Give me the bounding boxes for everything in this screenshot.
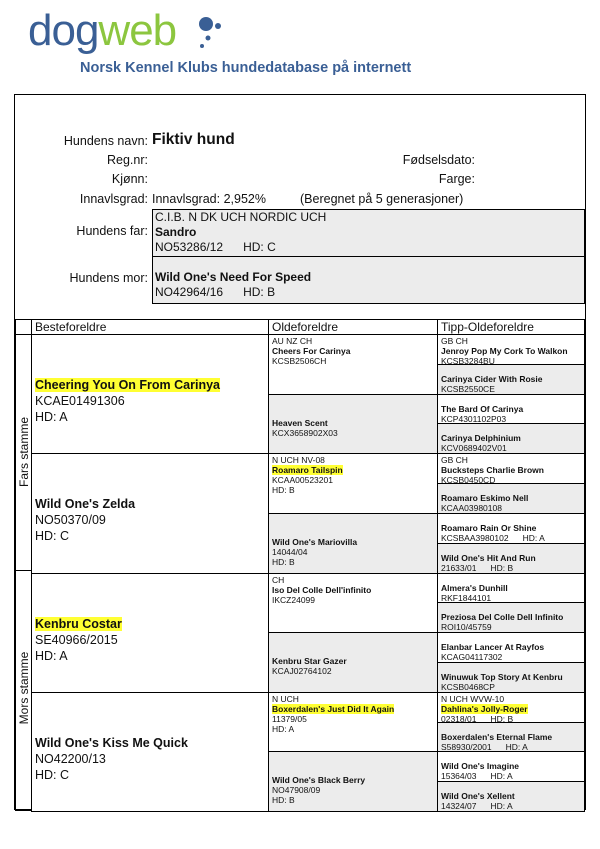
ancestor-reg-text: KCAG04117302 — [441, 652, 503, 663]
regnr-label: Reg.nr: — [107, 153, 148, 167]
father-titles: C.I.B. N DK UCH NORDIC UCH — [155, 210, 327, 224]
father-hd: HD: C — [243, 240, 276, 254]
dogweb-logo[interactable] — [28, 6, 448, 76]
ancestor-reg — [272, 666, 437, 676]
great-great-grandparent-cell[interactable] — [437, 513, 585, 544]
ancestor-hd: HD: B — [272, 485, 295, 496]
grandparent-reg: NO50370/09 — [35, 513, 106, 528]
ancestor-reg-text: KCSB3284BU — [441, 356, 495, 365]
ancestor-name-text: Wild One's Black Berry — [272, 775, 366, 786]
ancestor-reg — [272, 428, 437, 438]
great-great-grandparent-cell[interactable] — [437, 632, 585, 663]
ancestor-reg — [441, 622, 584, 632]
pedigree-corner — [15, 319, 32, 335]
ancestor-reg — [441, 593, 584, 603]
ancestor-reg — [441, 384, 584, 394]
ancestor-reg-text: KCSB0450CD — [441, 475, 496, 485]
ancestor-hd: HD: B — [272, 795, 295, 806]
ancestor-reg — [441, 443, 584, 453]
ancestor-name-text: Carinya Delphinium — [441, 433, 521, 444]
ancestor-reg — [441, 742, 584, 752]
ancestor-name-text: Wild One's Imagine — [441, 761, 519, 772]
ancestor-reg — [441, 533, 584, 543]
great-great-grandparent-cell[interactable] — [437, 751, 585, 782]
ancestor-reg-text: KCP4301102P03 — [441, 413, 507, 424]
grandparent-name-text: Wild One's Zelda — [35, 497, 136, 512]
mother-name: Wild One's Need For Speed — [155, 270, 312, 284]
great-grandparent-cell[interactable] — [268, 692, 438, 753]
ancestor-name — [441, 612, 584, 622]
ancestor-name — [272, 418, 437, 428]
grandparent-cell[interactable] — [31, 334, 269, 454]
ancestor-name — [441, 553, 584, 563]
grandparent-name — [35, 616, 268, 632]
header-gen2: Oldeforeldre — [268, 319, 438, 335]
ancestor-reg — [441, 563, 584, 573]
ancestor-name-text: Elanbar Lancer At Rayfos — [441, 642, 545, 653]
ancestor-name — [441, 704, 584, 714]
grandparent-reg: KCAE01491306 — [35, 394, 125, 409]
ancestor-hd: HD: A — [522, 532, 545, 543]
ancestor-name-text: Iso Del Colle Dell'infinito — [272, 584, 372, 595]
great-grandparent-cell[interactable] — [268, 751, 438, 812]
side-mother-label: Mors stamme — [17, 651, 31, 725]
ancestor-reg-text: KCAA03980108 — [441, 503, 502, 514]
ancestor-name-text: Kenbru Star Gazer — [272, 656, 347, 667]
ancestor-name — [441, 374, 584, 384]
ancestor-name-text: Preziosa Del Colle Dell Infinito — [441, 612, 564, 623]
ancestor-titles: GB CH — [441, 455, 468, 466]
ancestor-reg-text: KCX3658902X03 — [272, 427, 338, 438]
ancestor-titles: N UCH — [272, 693, 299, 704]
grandparent-cell[interactable] — [31, 692, 269, 812]
father-label: Hundens far: — [76, 224, 148, 238]
ancestor-titles: GB CH — [441, 336, 468, 346]
ancestor-hd: HD: B — [272, 556, 295, 567]
ancestor-hd: HD: B — [490, 562, 514, 573]
ancestor-reg-text: 14324/07 — [441, 801, 477, 812]
ancestor-name — [272, 465, 437, 475]
great-great-grandparent-cell[interactable] — [437, 453, 585, 484]
ancestor-reg-text: 15364/03 — [441, 771, 477, 782]
sex-label: Kjønn: — [111, 172, 148, 186]
name-label: Hundens navn: — [63, 134, 148, 148]
ancestor-name-text: Almera's Dunhill — [441, 582, 508, 593]
ancestor-reg-text: S58930/2001 — [441, 741, 492, 752]
ancestor-name-text: Winuwuk Top Story At Kenbru — [441, 671, 563, 682]
ancestor-hd: HD: A — [505, 741, 528, 752]
great-great-grandparent-cell[interactable] — [437, 364, 585, 395]
ancestor-reg-text: RKF1844101 — [441, 592, 492, 603]
ancestor-name — [441, 761, 584, 771]
great-great-grandparent-cell[interactable] — [437, 423, 585, 454]
grandparent-reg: SE40966/2015 — [35, 632, 118, 647]
great-grandparent-cell[interactable] — [268, 632, 438, 693]
ancestor-name-text: Roamaro Tailspin — [272, 465, 343, 476]
ancestor-reg-text: KCAJ02764102 — [272, 666, 332, 677]
ancestor-reg — [441, 414, 584, 424]
ancestor-name — [272, 346, 437, 356]
dog-info — [15, 95, 585, 319]
great-great-grandparent-cell[interactable] — [437, 692, 585, 723]
birth-label: Fødselsdato: — [402, 153, 475, 167]
great-great-grandparent-cell[interactable] — [437, 543, 585, 574]
ancestor-name — [441, 732, 584, 742]
great-great-grandparent-cell[interactable] — [437, 602, 585, 633]
logo-dog: dog — [28, 6, 99, 55]
ancestor-name — [441, 672, 584, 682]
ancestor-name-text: The Bard Of Carinya — [441, 403, 524, 414]
ancestor-name — [441, 465, 584, 475]
ancestor-name — [272, 775, 437, 785]
ancestor-reg — [441, 682, 584, 692]
grandparent-name-text: Wild One's Kiss Me Quick — [35, 735, 188, 750]
ancestor-reg-text: KCAA00523201 — [272, 475, 333, 486]
side-mother-cell — [15, 570, 32, 811]
logo-wordmark — [28, 6, 176, 56]
ancestor-name-text: Wild One's Hit And Run — [441, 552, 536, 563]
grandparent-reg: NO42200/13 — [35, 751, 106, 766]
ancestor-reg — [441, 503, 584, 513]
color-label: Farge: — [438, 172, 475, 186]
grandparent-hd: HD: C — [35, 529, 70, 544]
ancestor-titles: N UCH WVW-10 — [441, 693, 505, 704]
ancestor-reg-text: 02318/01 — [441, 713, 477, 723]
ancestor-hd: HD: B — [490, 713, 514, 723]
great-grandparent-cell[interactable] — [268, 334, 438, 395]
dog-name: Fiktiv hund — [152, 131, 235, 148]
ancestor-name — [272, 537, 437, 547]
ancestor-reg-text: KCSB0468CP — [441, 681, 495, 692]
ancestor-reg-text: 14044/04 — [272, 546, 308, 557]
grandparent-cell[interactable] — [31, 573, 269, 693]
ancestor-name — [272, 585, 437, 595]
ancestor-hd: HD: A — [490, 771, 513, 782]
ancestor-reg — [272, 595, 437, 605]
great-great-grandparent-cell[interactable] — [437, 722, 585, 753]
ancestor-name — [441, 523, 584, 533]
great-great-grandparent-cell[interactable] — [437, 662, 585, 693]
ancestor-reg — [272, 356, 437, 366]
great-grandparent-cell[interactable] — [268, 573, 438, 634]
ancestor-reg — [441, 801, 584, 811]
ancestor-reg-text: KCSB2506CH — [272, 356, 327, 366]
pedigree-table — [15, 319, 585, 811]
mother-box[interactable] — [152, 256, 585, 304]
ancestor-name — [272, 656, 437, 666]
grandparent-hd: HD: C — [35, 767, 70, 782]
grandparent-name — [35, 377, 268, 393]
ancestor-name-text: Wild One's Xellent — [441, 791, 515, 802]
side-father-cell — [15, 334, 32, 571]
great-great-grandparent-cell[interactable] — [437, 334, 585, 365]
ancestor-name-text: Roamaro Eskimo Nell — [441, 493, 529, 504]
ancestor-name-text: Boxerdalen's Just Did It Again — [272, 703, 395, 714]
father-name: Sandro — [155, 225, 197, 239]
grandparent-name-text: Kenbru Costar — [35, 616, 122, 631]
ancestor-name-text: Roamaro Rain Or Shine — [441, 522, 537, 533]
ancestor-name — [441, 791, 584, 801]
ancestor-titles: CH — [272, 574, 285, 585]
great-grandparent-cell[interactable] — [268, 513, 438, 574]
ancestor-reg — [272, 547, 437, 557]
logo-subtitle: Norsk Kennel Klubs hundedatabase på internett — [80, 60, 412, 76]
ancestor-name — [441, 583, 584, 593]
inbreeding-label: Innavlsgrad: — [79, 192, 148, 206]
ancestor-reg — [272, 785, 437, 795]
ancestor-reg-text: IKCZ24099 — [272, 594, 315, 605]
mother-reg: NO42964/16 — [155, 285, 224, 299]
ancestor-reg — [441, 771, 584, 781]
ancestor-reg — [272, 714, 437, 724]
header-gen1: Besteforeldre — [31, 319, 269, 335]
ancestor-name-text: Jenroy Pop My Cork To Walkon — [441, 346, 568, 356]
ancestor-name-text: Boxerdalen's Eternal Flame — [441, 731, 553, 742]
ancestor-name — [441, 433, 584, 443]
mother-label: Hundens mor: — [69, 271, 148, 285]
ancestor-name — [441, 493, 584, 503]
ancestor-reg-text: KCSB2550CE — [441, 383, 495, 394]
ancestor-name — [441, 346, 584, 356]
grandparent-cell[interactable] — [31, 453, 269, 573]
great-great-grandparent-cell[interactable] — [437, 573, 585, 604]
ancestor-reg — [441, 652, 584, 662]
ancestor-hd: HD: A — [272, 723, 295, 734]
ancestor-reg-text: NO47908/09 — [272, 785, 321, 796]
ancestor-name-text: Wild One's Mariovilla — [272, 536, 358, 547]
header-gen3: Tipp-Oldeforeldre — [437, 319, 585, 335]
ancestor-name-text: Dahlina's Jolly-Roger — [441, 703, 528, 714]
ancestor-name-text: Cheers For Carinya — [272, 346, 351, 356]
ancestor-name — [272, 704, 437, 714]
side-father-label: Fars stamme — [17, 417, 31, 488]
grandparent-name — [35, 496, 268, 512]
ancestor-reg-text: 21633/01 — [441, 562, 477, 573]
ancestor-reg-text: 11379/05 — [272, 713, 307, 724]
great-great-grandparent-cell[interactable] — [437, 483, 585, 514]
father-reg: NO53286/12 — [155, 240, 224, 254]
ancestor-reg-text: ROI10/45759 — [441, 622, 492, 633]
pedigree-frame — [14, 94, 586, 810]
inbreeding-value: Innavlsgrad: 2,952% — [152, 192, 266, 206]
great-grandparent-cell[interactable] — [268, 394, 438, 455]
ancestor-name-text: Bucksteps Charlie Brown — [441, 465, 544, 476]
grandparent-name — [35, 735, 268, 751]
grandparent-hd: HD: A — [35, 410, 68, 425]
great-great-grandparent-cell[interactable] — [437, 781, 585, 812]
ancestor-titles: AU NZ CH — [272, 336, 313, 346]
ancestor-reg-text: KCSBAA3980102 — [441, 532, 509, 543]
ancestor-name — [441, 642, 584, 652]
father-box[interactable] — [152, 209, 585, 257]
ancestor-reg — [272, 475, 437, 485]
ancestor-hd: HD: A — [490, 801, 513, 812]
ancestor-name — [441, 404, 584, 414]
logo-web: web — [98, 6, 177, 55]
great-grandparent-cell[interactable] — [268, 453, 438, 514]
mother-hd: HD: B — [243, 285, 276, 299]
inbreeding-note: (Beregnet på 5 generasjoner) — [300, 192, 464, 206]
grandparent-name-text: Cheering You On From Carinya — [35, 378, 220, 393]
grandparent-hd: HD: A — [35, 648, 68, 663]
ancestor-name-text: Carinya Cider With Rosie — [441, 373, 543, 384]
great-great-grandparent-cell[interactable] — [437, 394, 585, 425]
logo-dots-icon — [198, 14, 248, 54]
ancestor-name-text: Heaven Scent — [272, 417, 328, 428]
ancestor-reg-text: KCV0689402V01 — [441, 443, 507, 454]
ancestor-titles: N UCH NV-08 — [272, 455, 325, 466]
